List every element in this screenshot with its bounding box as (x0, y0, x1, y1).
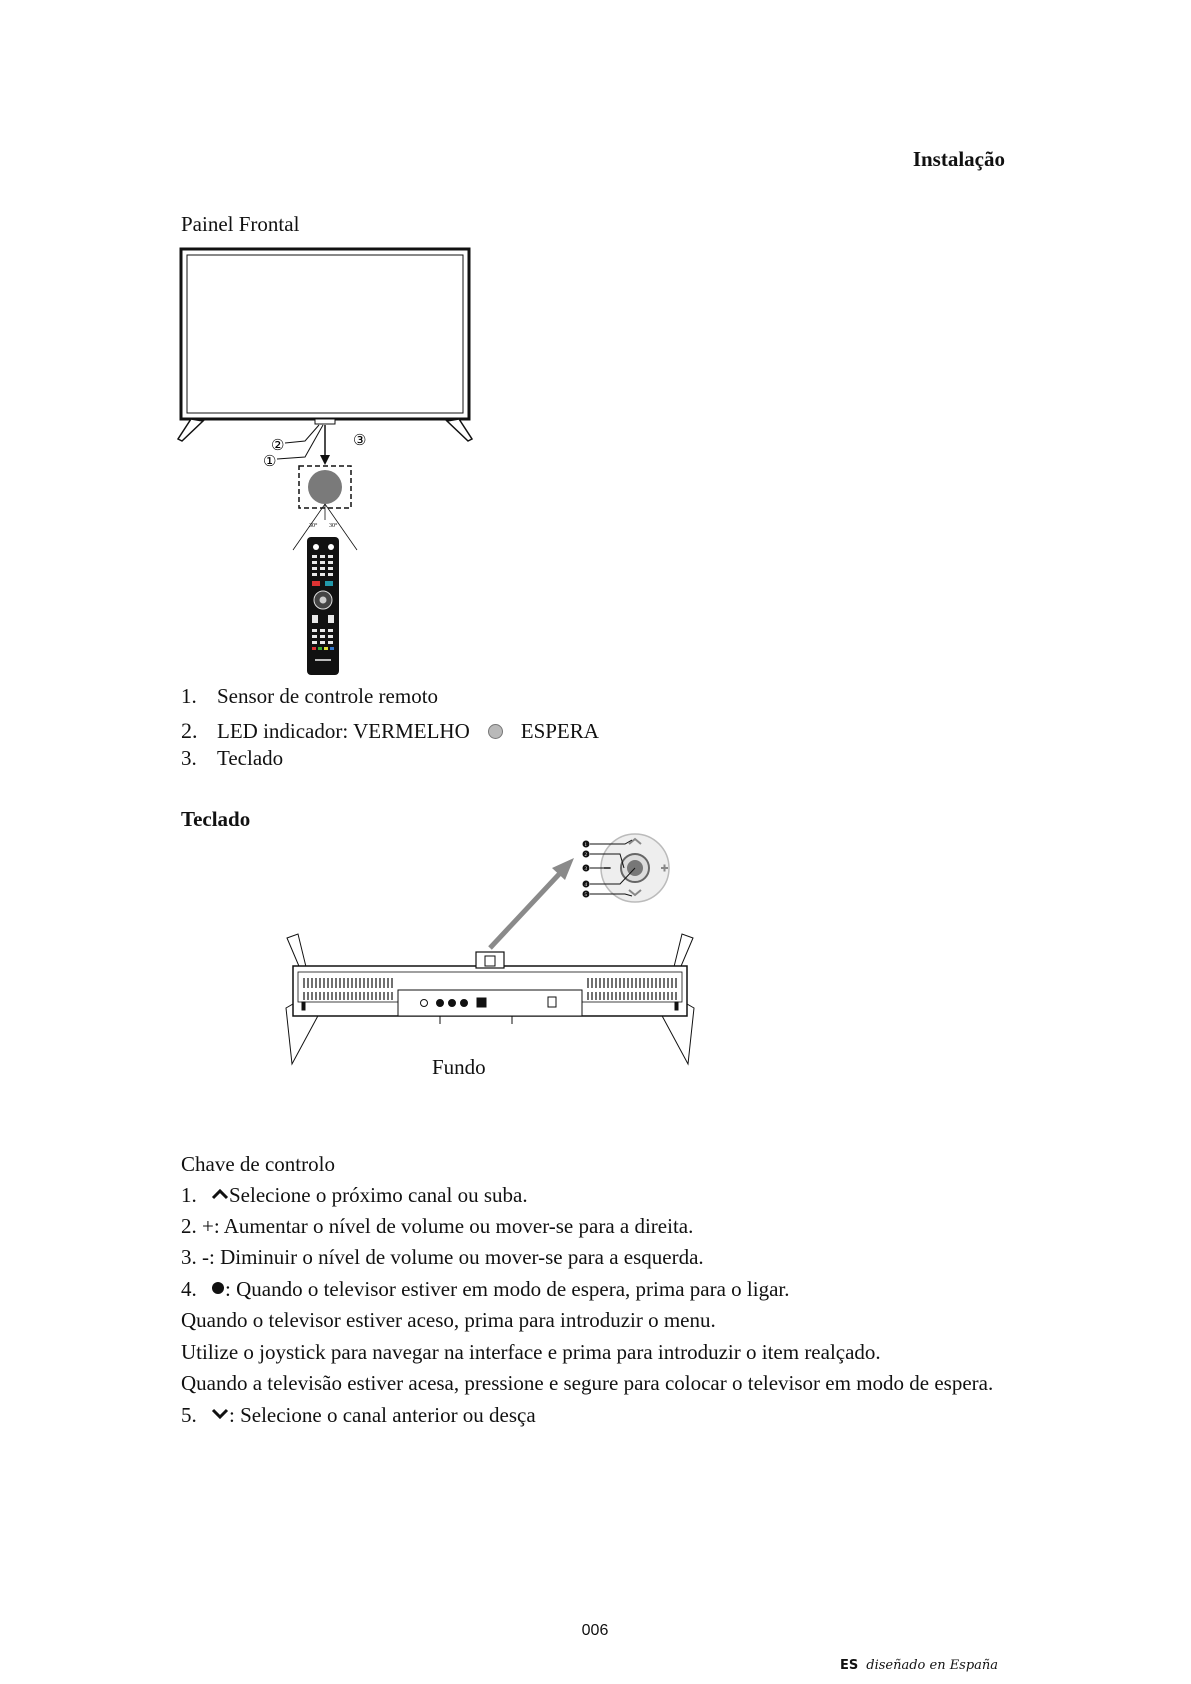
control-key-line (181, 1183, 528, 1208)
front-panel-heading: Painel Frontal (181, 212, 300, 236)
control-key-text: Selecione o próximo canal ou suba. (229, 1183, 528, 1207)
control-key-line (181, 1245, 704, 1270)
dot-icon (211, 1281, 225, 1295)
joystick-number-2: 2 (584, 853, 587, 858)
bottom-view-label: Fundo (432, 1055, 486, 1079)
list-item-text: Teclado (217, 746, 284, 770)
control-key-line (181, 1403, 536, 1428)
control-key-text: 2. +: Aumentar o nível de volume ou mover-se para a direita. (181, 1214, 694, 1238)
control-key-text: Quando o televisor estiver aceso, prima para introduzir o menu. (181, 1308, 716, 1332)
list-item-text: Sensor de controle remoto (217, 684, 439, 708)
joystick-zoom (583, 834, 670, 902)
list-item (181, 684, 438, 709)
list-item-number: 5. (181, 1403, 197, 1427)
control-key-line (181, 1308, 716, 1333)
led-status-text: ESPERA (520, 719, 599, 743)
angle-label-right: 30° (329, 523, 338, 529)
joystick-number-3: 3 (584, 867, 587, 872)
angle-label-left: 30° (309, 523, 318, 529)
joystick-number-4: 4 (584, 883, 587, 888)
list-item-number: 3. (181, 746, 197, 770)
tv-bottom-drawing (286, 934, 694, 1064)
keypad-heading: Teclado (181, 807, 251, 831)
callout-2: ② (271, 438, 285, 454)
remote-control-drawing (307, 537, 339, 675)
control-key-line (181, 1277, 790, 1302)
brand-text: diseñado en España (866, 1658, 999, 1673)
brand-logo (840, 1656, 1020, 1674)
list-item-number: 2. (181, 718, 198, 743)
control-key-text: Utilize o joystick para navegar na interface e prima para introduzir o item realçado. (181, 1340, 881, 1364)
page-number: 006 (581, 1622, 609, 1639)
chevron-up-icon (211, 1187, 229, 1201)
remote-sensor-icon (308, 470, 342, 504)
joystick-number-1: 1 (584, 843, 587, 848)
control-key-line (181, 1214, 693, 1239)
control-key-line (181, 1371, 993, 1396)
list-item-number: 1. (181, 684, 197, 708)
keypad-illustration (280, 830, 700, 1080)
front-panel-illustration (175, 245, 485, 685)
page-section-title: Instalação (912, 147, 1005, 171)
control-key-line (181, 1340, 881, 1365)
tv-front-drawing (178, 249, 472, 441)
list-item-text: LED indicador: VERMELHO (217, 719, 470, 743)
control-key-text: 3. -: Diminuir o nível de volume ou mover-se para a esquerda. (181, 1245, 704, 1269)
list-item-number: 4. (181, 1277, 197, 1301)
chevron-down-icon (211, 1407, 229, 1421)
control-key-text: : Quando o televisor estiver em modo de espera, prima para o ligar. (225, 1277, 790, 1301)
list-item (181, 718, 599, 744)
list-item-number: 1. (181, 1183, 197, 1207)
callout-1: ① (263, 454, 277, 470)
control-key-heading: Chave de controlo (181, 1152, 335, 1176)
control-key-text: Quando a televisão estiver acesa, pressione e segure para colocar o televisor em modo de espera. (181, 1371, 994, 1395)
brand-mark: ES (840, 1658, 859, 1673)
joystick-number-5: 5 (584, 893, 587, 898)
led-indicator-icon (488, 724, 503, 739)
control-key-text: : Selecione o canal anterior ou desça (229, 1403, 536, 1427)
callout-3: ③ (353, 433, 367, 449)
list-item (181, 746, 283, 771)
